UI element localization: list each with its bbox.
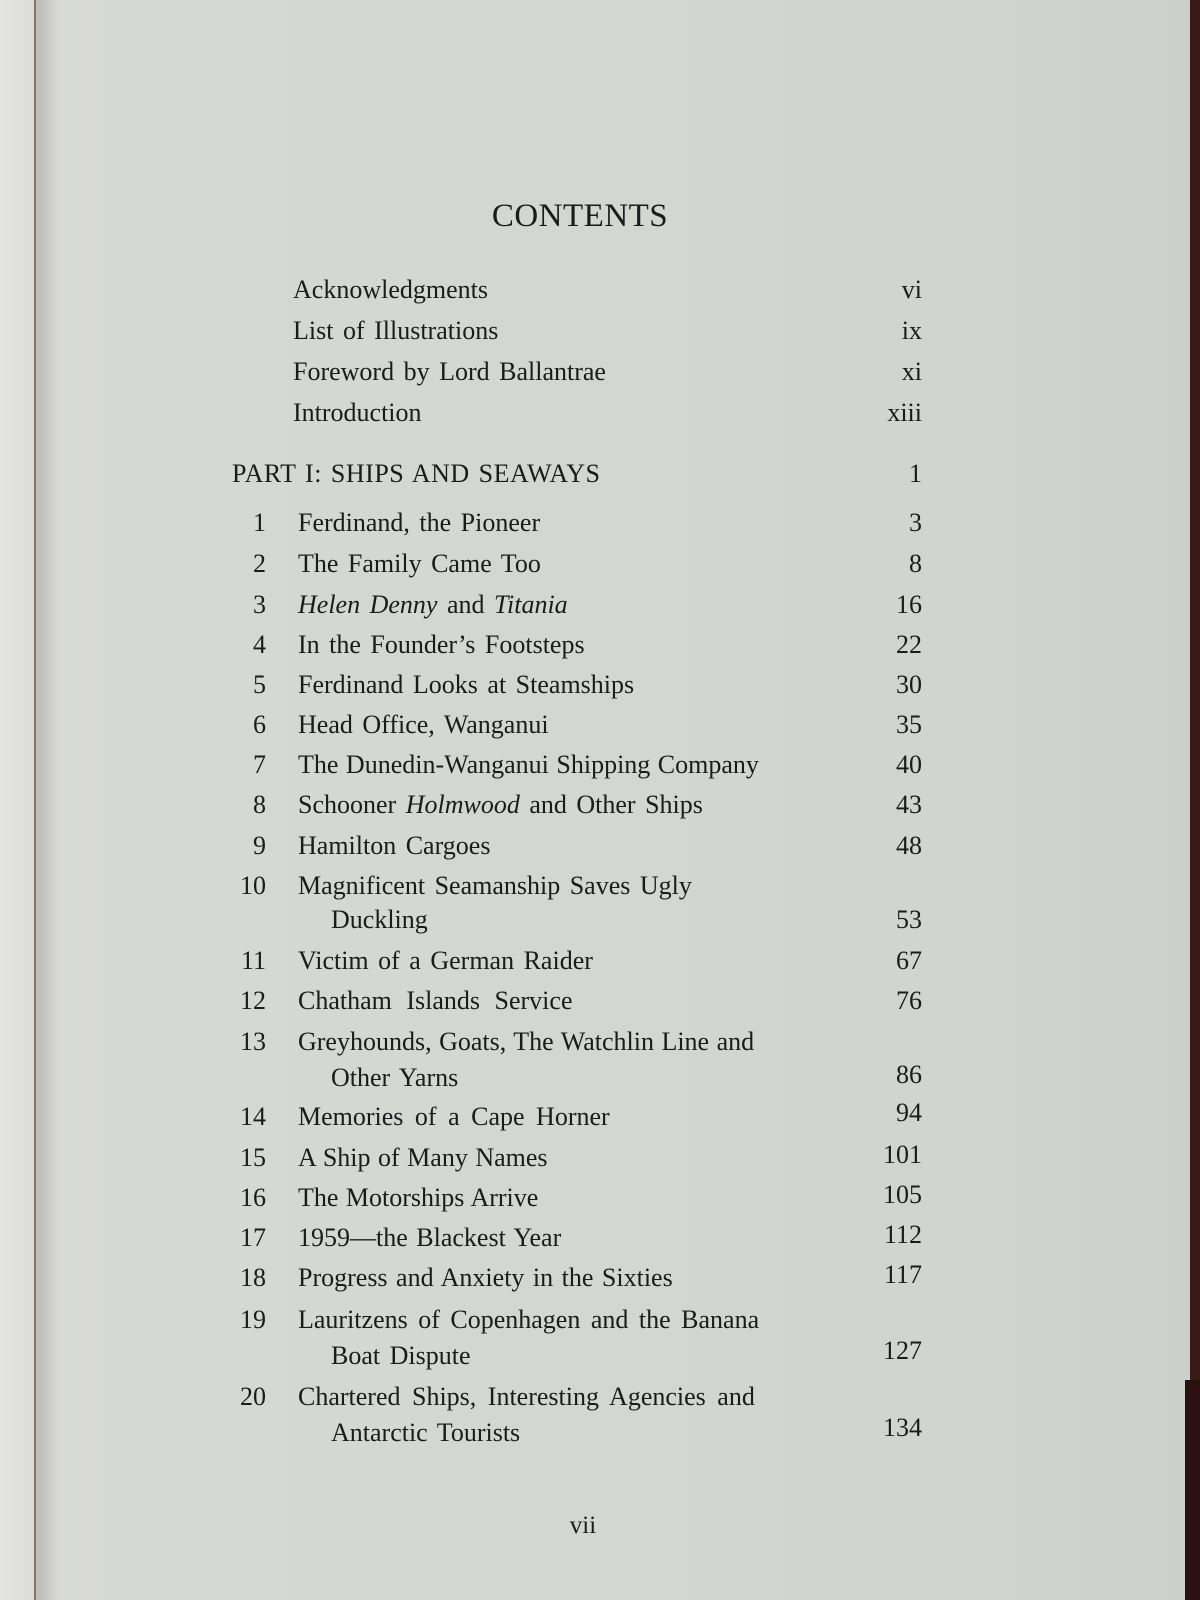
toc-entry[interactable] <box>0 311 1200 351</box>
chapter-title: Chartered Ships, Interesting Agencies and <box>298 1382 755 1411</box>
chapter-entry[interactable] <box>0 866 1200 942</box>
chapter-entry[interactable] <box>0 585 1200 625</box>
chapter-entry[interactable] <box>0 1138 1200 1178</box>
chapter-entry[interactable] <box>0 1258 1200 1298</box>
chapter-page: 35 <box>896 710 922 739</box>
chapter-page: 127 <box>883 1336 922 1365</box>
chapter-title <box>298 585 568 625</box>
chapter-page: 8 <box>909 549 922 578</box>
chapter-title-continuation: Boat Dispute <box>331 1341 471 1370</box>
chapter-title: The Dunedin-Wanganui Shipping Company <box>298 750 759 779</box>
title-text: and <box>437 590 494 619</box>
title-text: Schooner <box>298 790 406 819</box>
chapter-title-continuation: Antarctic Tourists <box>331 1418 521 1447</box>
page-number-footer: vii <box>569 1512 597 1539</box>
chapter-page: 53 <box>896 905 922 934</box>
chapter-title: The Family Came Too <box>298 549 541 578</box>
toc-entry[interactable] <box>0 393 1200 433</box>
chapter-title <box>298 785 703 825</box>
ship-name-italic: Holmwood <box>405 790 520 819</box>
chapter-page: 67 <box>896 946 922 975</box>
chapter-title: A Ship of Many Names <box>298 1143 548 1172</box>
entry-page: xi <box>901 357 922 386</box>
chapter-number: 12 <box>240 986 266 1015</box>
part-heading[interactable] <box>0 454 1200 494</box>
toc-entry[interactable] <box>0 352 1200 392</box>
chapter-number: 2 <box>253 549 266 578</box>
chapter-number: 15 <box>240 1143 266 1172</box>
chapter-title: Magnificent Seamanship Saves Ugly <box>298 871 692 900</box>
chapter-entry[interactable] <box>0 1097 1200 1137</box>
chapter-page: 101 <box>883 1140 922 1169</box>
entry-page: xiii <box>887 398 922 427</box>
chapter-page: 76 <box>896 986 922 1015</box>
chapter-entry[interactable] <box>0 1178 1200 1218</box>
part-title: PART I: SHIPS AND SEAWAYS <box>232 459 601 488</box>
chapter-title: Chatham Islands Service <box>298 986 573 1015</box>
toc-entry[interactable] <box>0 270 1200 310</box>
chapter-number: 7 <box>253 750 266 779</box>
entry-title: Introduction <box>293 398 422 427</box>
chapter-entry[interactable] <box>0 544 1200 584</box>
chapter-number: 13 <box>240 1027 266 1056</box>
chapter-page: 134 <box>883 1413 922 1442</box>
title-text: and Other Ships <box>519 790 703 819</box>
chapter-page: 43 <box>896 790 922 819</box>
chapter-page: 117 <box>883 1260 922 1289</box>
chapter-title: Victim of a German Raider <box>298 946 593 975</box>
chapter-entry[interactable] <box>0 826 1200 866</box>
chapter-page: 112 <box>883 1220 922 1249</box>
chapter-number: 18 <box>240 1263 266 1292</box>
chapter-number: 6 <box>253 710 266 739</box>
entry-title: List of Illustrations <box>293 316 499 345</box>
chapter-entry[interactable] <box>0 665 1200 705</box>
chapter-number: 14 <box>240 1102 266 1131</box>
contents-heading: CONTENTS <box>491 198 669 234</box>
chapter-page: 22 <box>896 630 922 659</box>
chapter-number: 17 <box>240 1223 266 1252</box>
chapter-page: 40 <box>896 750 922 779</box>
chapter-number: 3 <box>253 590 266 619</box>
chapter-title: Ferdinand Looks at Steamships <box>298 670 635 699</box>
chapter-entry[interactable] <box>0 705 1200 745</box>
chapter-number: 4 <box>253 630 266 659</box>
chapter-page: 3 <box>909 508 922 537</box>
chapter-title: Ferdinand, the Pioneer <box>298 508 541 537</box>
part-page: 1 <box>909 459 922 488</box>
entry-title: Foreword by Lord Ballantrae <box>293 357 606 386</box>
chapter-title: Greyhounds, Goats, The Watchlin Line and <box>298 1027 755 1056</box>
chapter-number: 16 <box>240 1183 266 1212</box>
ship-name-italic: Helen Denny <box>298 590 438 619</box>
chapter-title: Head Office, Wanganui <box>298 710 549 739</box>
chapter-number: 19 <box>240 1305 266 1334</box>
chapter-page: 30 <box>896 670 922 699</box>
chapter-entry[interactable] <box>0 1218 1200 1258</box>
chapter-number: 8 <box>253 790 266 819</box>
chapter-page: 94 <box>896 1098 922 1127</box>
chapter-page: 105 <box>883 1180 922 1209</box>
chapter-number: 10 <box>240 871 266 900</box>
chapter-entry[interactable] <box>0 1300 1200 1376</box>
chapter-entry[interactable] <box>0 941 1200 981</box>
chapter-title: Memories of a Cape Horner <box>298 1102 610 1131</box>
chapter-page: 16 <box>896 590 922 619</box>
chapter-number: 20 <box>240 1382 266 1411</box>
chapter-title: The Motorships Arrive <box>298 1183 539 1212</box>
chapter-number: 1 <box>253 508 266 537</box>
chapter-number: 11 <box>240 946 266 975</box>
chapter-title: Lauritzens of Copenhagen and the Banana <box>298 1305 760 1334</box>
chapter-entry[interactable] <box>0 625 1200 665</box>
chapter-entry[interactable] <box>0 1022 1200 1098</box>
chapter-title: Hamilton Cargoes <box>298 831 491 860</box>
entry-page: ix <box>901 316 922 345</box>
entry-title: Acknowledgments <box>293 275 488 304</box>
chapter-entry[interactable] <box>0 785 1200 825</box>
chapter-title: 1959—the Blackest Year <box>298 1223 562 1252</box>
chapter-entry[interactable] <box>0 981 1200 1021</box>
chapter-title-continuation: Duckling <box>331 905 428 934</box>
chapter-number: 9 <box>253 831 266 860</box>
chapter-entry[interactable] <box>0 745 1200 785</box>
chapter-entry[interactable] <box>0 1377 1200 1453</box>
chapter-title: In the Founder’s Footsteps <box>298 630 585 659</box>
chapter-title-continuation: Other Yarns <box>331 1063 459 1092</box>
chapter-number: 5 <box>253 670 266 699</box>
chapter-title: Progress and Anxiety in the Sixties <box>298 1263 673 1292</box>
chapter-entry[interactable] <box>0 503 1200 543</box>
ship-name-italic: Titania <box>493 590 568 619</box>
chapter-page: 86 <box>896 1060 922 1089</box>
chapter-page: 48 <box>896 831 922 860</box>
entry-page: vi <box>901 275 922 304</box>
